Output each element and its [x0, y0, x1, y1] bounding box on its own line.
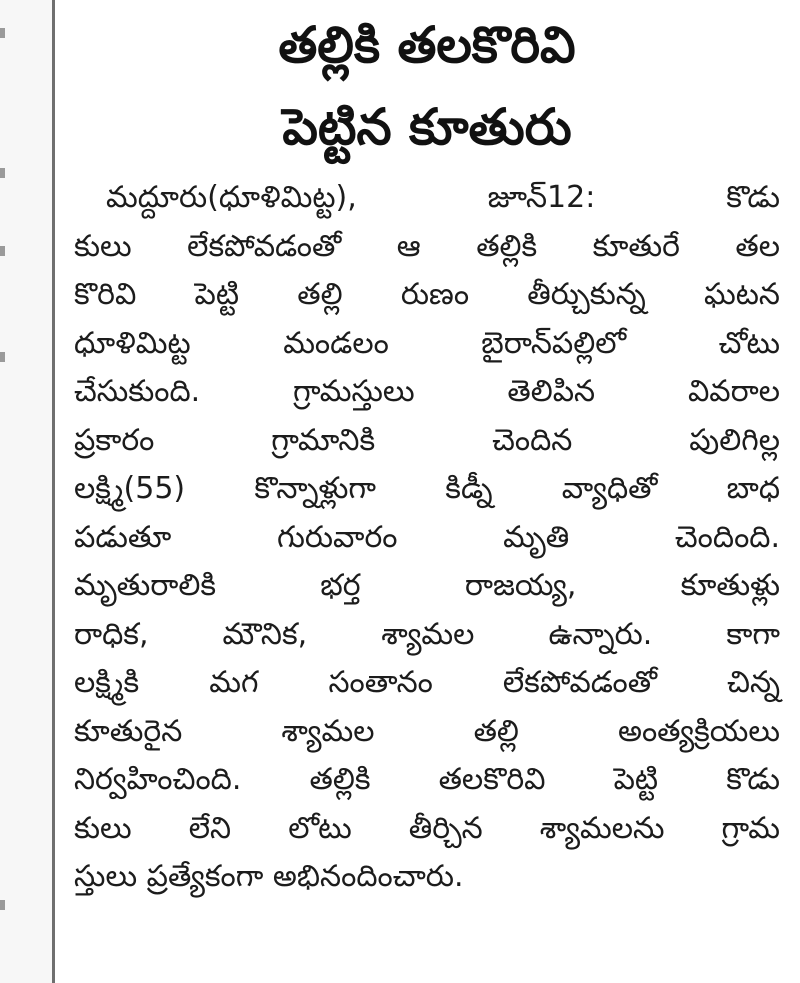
body-line: చేసుకుంది. గ్రామస్తులు తెలిపిన వివరాల — [74, 374, 780, 409]
body-line: పడుతూ గురువారం మృతి చెందింది. — [74, 519, 780, 555]
margin-mark — [0, 28, 5, 38]
column-rule — [52, 0, 55, 983]
news-article — [74, 4, 780, 902]
headline-line-1: తల్లికి తలకొరివి — [278, 16, 576, 74]
margin-mark — [0, 900, 5, 910]
body-line: మద్దూరు(ధూళిమిట్ట), జూన్12: కొడు — [106, 180, 780, 215]
body-line: కులు లేని లోటు తీర్చిన శ్యామలను గ్రామ — [74, 810, 780, 846]
body-line: ధూళిమిట్ట మండలం బైరాన్‌పల్లిలో చోటు — [74, 325, 780, 361]
body-line: లక్ష్మికి మగ సంతానం లేకపోవడంతో చిన్న — [74, 665, 780, 700]
left-page-margin — [0, 0, 52, 983]
body-line: కొరివి పెట్టి తల్లి రుణం తీర్చుకున్న ఘటన — [74, 277, 780, 312]
headline-line-2: పెట్టిన కూతురు — [282, 98, 572, 156]
body-line: కులు లేకపోవడంతో ఆ తల్లికి కూతురే తల — [74, 228, 780, 264]
article-headline — [74, 4, 780, 168]
body-line: స్తులు ప్రత్యేకంగా అభినందించారు. — [74, 859, 464, 894]
body-line: కూతురైన శ్యామల తల్లి అంత్యక్రియలు — [74, 713, 780, 749]
body-line: రాధిక, మౌనిక, శ్యామల ఉన్నారు. కాగా — [74, 616, 780, 652]
margin-mark — [0, 246, 5, 256]
margin-mark — [0, 168, 5, 178]
margin-mark — [0, 352, 5, 362]
body-line: ప్రకారం గ్రామానికి చెందిన పులిగిల్ల — [74, 422, 780, 458]
body-line: మృతురాలికి భర్త రాజయ్య, కూతుళ్లు — [74, 568, 780, 603]
body-line: లక్ష్మి(55) కొన్నాళ్లుగా కిడ్నీ వ్యాధితో బాధ — [74, 471, 780, 506]
article-body — [74, 174, 780, 902]
body-line: నిర్వహించింది. తల్లికి తలకొరివి పెట్టి కొడు — [74, 762, 780, 797]
